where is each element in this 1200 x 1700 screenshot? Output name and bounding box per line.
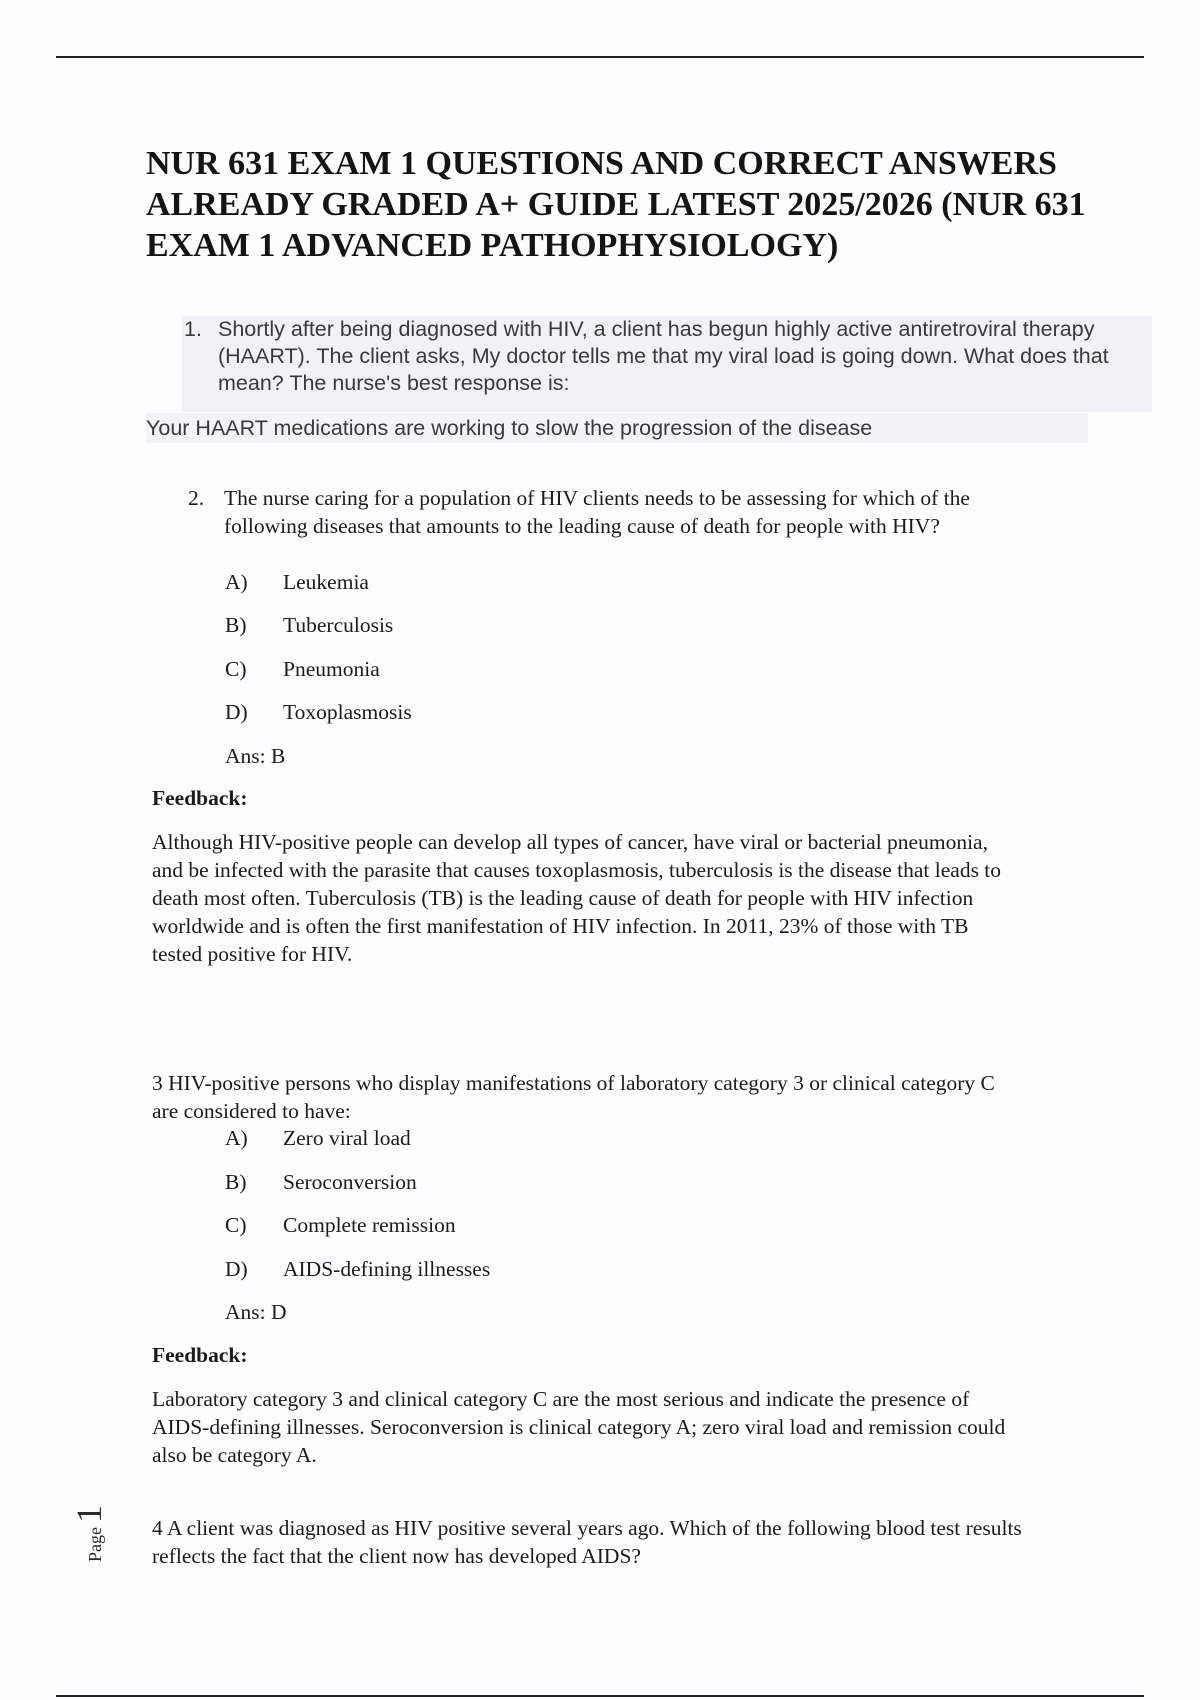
question-3-feedback: Laboratory category 3 and clinical category C are the most serious and indicate the presence of AIDS-defining illnesses. Seroconversion is clinical category A; zero viral load and remission could also be category A.: [152, 1387, 1006, 1467]
question-2-option-c: [225, 655, 380, 683]
option-letter: A): [225, 1126, 248, 1150]
question-2-number: 2.: [188, 486, 205, 510]
option-letter: D): [225, 1257, 248, 1281]
option-text: Leukemia: [283, 570, 369, 594]
option-text: Pneumonia: [283, 657, 380, 681]
question-3-option-d: [225, 1255, 490, 1283]
question-1-number: 1.: [184, 317, 202, 341]
question-3-option-a: [225, 1124, 411, 1152]
option-text: AIDS-defining illnesses: [283, 1257, 491, 1281]
question-2-option-a: [225, 568, 369, 596]
question-3-text: 3 HIV-positive persons who display manifestations of laboratory category 3 or clinical category C are considered to have:: [152, 1071, 995, 1123]
page-number: 1: [69, 1505, 109, 1523]
option-letter: C): [225, 657, 247, 681]
option-text: Zero viral load: [283, 1126, 411, 1150]
question-1-answer: Your HAART medications are working to slow the progression of the disease: [146, 413, 1088, 443]
document-title: NUR 631 EXAM 1 QUESTIONS AND CORRECT ANSWERS ALREADY GRADED A+ GUIDE LATEST 2025/2026 (NUR 631 EXAM 1 ADVANCED PATHOPHYSIOLOGY): [146, 145, 1086, 264]
question-1: [182, 316, 1152, 412]
question-2-text: The nurse caring for a population of HIV clients needs to be assessing for which of the following diseases that amounts to the leading cause of death for people with HIV?: [224, 486, 970, 538]
option-letter: B): [225, 1170, 247, 1194]
option-text: Seroconversion: [283, 1170, 417, 1194]
page-number-marker: [68, 1505, 110, 1562]
page-label: Page: [85, 1527, 105, 1562]
option-text: Tuberculosis: [283, 613, 394, 637]
option-text: Toxoplasmosis: [283, 700, 412, 724]
question-4-text: 4 A client was diagnosed as HIV positive several years ago. Which of the following blood test results reflects the fact that the client now has developed AIDS?: [152, 1516, 1022, 1568]
top-rule: [56, 56, 1144, 58]
question-3-answer: Ans: D: [225, 1300, 287, 1324]
option-letter: C): [225, 1213, 247, 1237]
question-3-feedback-label: Feedback:: [152, 1343, 248, 1367]
question-3-option-c: [225, 1211, 456, 1239]
question-2-answer: Ans: B: [225, 744, 286, 768]
question-2-option-b: [225, 611, 393, 639]
question-1-text: Shortly after being diagnosed with HIV, a client has begun highly active antiretroviral therapy (HAART). The client asks, My doctor tells me that my viral load is going down. What does that mean? The nurse's best response is:: [218, 317, 1109, 395]
option-letter: D): [225, 700, 248, 724]
question-3-option-b: [225, 1168, 417, 1196]
option-letter: B): [225, 613, 247, 637]
option-text: Complete remission: [283, 1213, 456, 1237]
option-letter: A): [225, 570, 248, 594]
question-2-option-d: [225, 698, 412, 726]
question-2-feedback-label: Feedback:: [152, 786, 248, 810]
question-2-feedback: Although HIV-positive people can develop all types of cancer, have viral or bacterial pneumonia, and be infected with the parasite that causes toxoplasmosis, tuberculosis is the disease that leads to death most often. Tuberculosis (TB) is the leading cause of death for people with HIV infection worldwide and is often the first manifestation of HIV infection. In 2011, 23% of those with TB tested positive for HIV.: [152, 830, 1002, 966]
bottom-rule: [56, 1695, 1144, 1697]
